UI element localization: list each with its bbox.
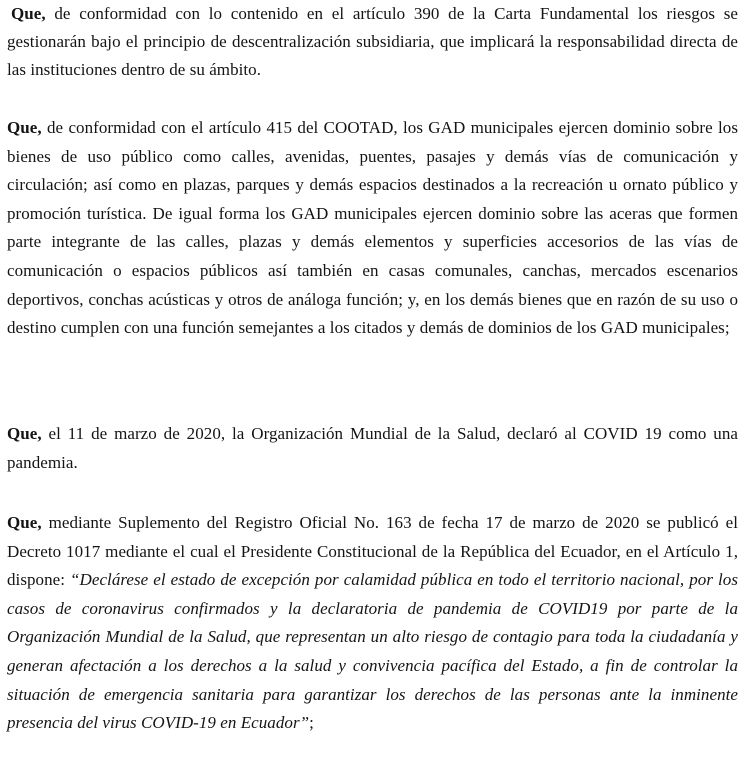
paragraph-covid-pandemic: [7, 420, 738, 477]
paragraph-article-415-cootad: [7, 114, 738, 343]
paragraph-decreto-1017: [7, 509, 738, 738]
decree-quote: “Declárese el estado de excepción por calamidad pública en todo el territorio nacional, por los casos de coronavirus confirmados y la declaratoria de pandemia de COVID19 por parte de la Organización Mundial de la Salud, que representan un alto riesgo de contagio para toda la ciudadanía y generan afectación a los derechos a la salud y convivencia pacífica del Estado, a fin de controlar la situación de emergencia sanitaria para garantizar los derechos de las personas ante la inminente presencia del virus COVID-19 en Ecuador”: [7, 570, 739, 733]
paragraph-lead: Que,: [11, 4, 46, 23]
paragraph-text: el 11 de marzo de 2020, la Organización Mundial de la Salud, declaró al COVID 19 como una pandemia.: [7, 424, 738, 472]
paragraph-lead: Que,: [7, 118, 42, 137]
paragraph-article-390: [7, 0, 738, 85]
paragraph-lead: Que,: [7, 513, 42, 532]
paragraph-text: de conformidad con el artículo 415 del COOTAD, los GAD municipales ejercen dominio sobre los bienes de uso público como calles, avenidas, puentes, pasajes y demás vías de comunicación y circulación; así como en plazas, parques y demás espacios destinados a la recreación u ornato público y promoción turística. De igual forma los GAD municipales ejercen dominio sobre las aceras que formen parte integrante de las calles, plazas y demás elementos y superficies accesorios de las vías de comunicación o espacios públicos así también en casas comunales, canchas, mercados escenarios deportivos, conchas acústicas y otros de análoga función; y, en los demás bienes que en razón de su uso o destino cumplen con una función semejantes a los citados y demás de dominios de los GAD municipales;: [7, 118, 738, 338]
paragraph-tail: ;: [309, 713, 314, 733]
paragraph-text: mediante Suplemento del Registro Oficial No. 163 de fecha 17 de marzo de 2020 se publicó el Decreto 1017 mediante el cual el Presidente Constitucional de la República del Ecuador, en el Artículo 1, dispone:: [7, 513, 738, 590]
paragraph-text: de conformidad con lo contenido en el artículo 390 de la Carta Fundamental los riesgos se gestionarán bajo el principio de descentralización subsidiaria, que implicará la responsabilidad directa de las instituciones dentro de su ámbito.: [7, 4, 738, 80]
paragraph-lead: Que,: [7, 424, 42, 443]
